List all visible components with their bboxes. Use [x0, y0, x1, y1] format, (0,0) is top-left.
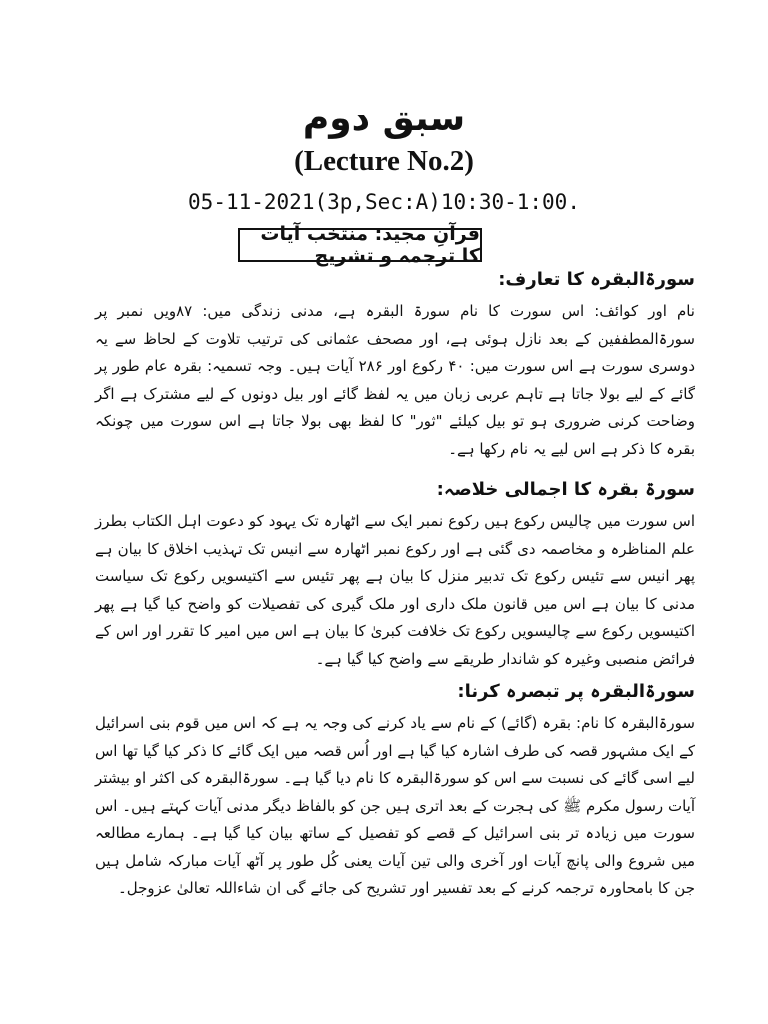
section-heading: سورۃالبقرہ کا تعارف:	[498, 269, 695, 290]
section-summary	[95, 478, 695, 673]
lecture-title: (Lecture No.2)	[294, 145, 474, 177]
date-line: 05-11-2021(3p,Sec:A)10:30-1:00.	[188, 190, 580, 214]
lesson-title-urdu: سبق دوم	[302, 98, 466, 139]
section-heading: سورۃالبقرہ پر تبصرہ کرنا:	[457, 681, 695, 702]
section-heading: سورۃ بقرہ کا اجمالی خلاصہ:	[436, 479, 695, 500]
section-paragraph: سورۃالبقرہ کا نام: بقرہ (گائے) کے نام سے یاد کرنے کی وجہ یہ ہے کہ اس میں قوم بنی اسرائیل کے ایک مشہور قصہ کی طرف اشارہ کیا گیا ہے اور اُس قصہ میں ایک گائے کا ذکر کیا گیا تھا اس لیے اسی گائے کی نسبت سے اس کو سورۃالبقرہ کا نام دیا گیا ہے۔ سورۃالبقرہ کی اکثر او بیشتر آیات رسول مکرم ﷺ کی ہجرت کے بعد اتری ہیں جن کو بالفاظ دیگر مدنی آیات کہتے ہیں۔ اس سورت میں زیادہ تر بنی اسرائیل کے قصے کو تفصیل کے ساتھ بیان کیا گیا ہے۔ ہمارے مطالعہ میں شروع والی پانچ آیات اور آخری والی تین آیات یعنی کُل طور پر آٹھ آیات مبارکہ شامل ہیں جن کا بامحاورہ ترجمہ کرنے کے بعد تفسیر اور تشریح کی جائے گی ان شاءاللہ تعالیٰ عزوجل۔	[95, 714, 695, 897]
section-paragraph: اس سورت میں چالیس رکوع ہیں رکوع نمبر ایک سے اٹھارہ تک یہود کو دعوت اہل الکتاب بطرز علم المناظرہ و مخاصمہ دی گئی ہے اور رکوع نمبر اٹھارہ سے انیس تک تہذیب اخلاق کا بیان ہے پھر انیس سے تئیس رکوع تک تدبیر منزل کا بیان ہے پھر تئیس سے اکتیسویں رکوع تک سیاست مدنی کا بیان ہے اس میں قانون ملک داری اور ملک گیری کی تفصیلات کو واضح کیا گیا ہے پھر اکتیسویں رکوع سے چالیسویں رکوع تک خلافت کبریٰ کا بیان ہے اس میں امیر کا تقرر اور اس کے فرائض منصبی وغیرہ کو شاندار طریقے سے واضح کیا گیا ہے۔	[95, 512, 695, 668]
boxed-heading: قرآنِ مجید: منتخب آیات کا ترجمہ و تشریح	[238, 228, 482, 262]
section-introduction	[95, 268, 695, 463]
section-commentary	[95, 680, 695, 903]
section-paragraph: نام اور کوائف: اس سورت کا نام سورۃ البقرہ ہے، مدنی زندگی میں: ۸۷ویں نمبر پر سورۃالمطففین کے بعد نازل ہوئی ہے، اور مصحف عثمانی کی ترتیب تلاوت کے لحاظ سے یہ دوسری سورت ہے اس سورت میں: ۴۰ رکوع اور ۲۸۶ آیات ہیں۔ وجہ تسمیہ: بقرہ عام طور پر گائے کے لیے بولا جاتا ہے تاہم عربی زبان میں یہ لفظ گائے اور بیل دونوں کے لیے مشترک ہے اگر وضاحت کرنی ضروری ہو تو بیل کیلئے "ثور" کا لفظ بھی بولا جاتا ہے اس سورت میں چونکہ بقرہ کا ذکر ہے اس لیے یہ نام رکھا ہے۔	[95, 302, 696, 458]
